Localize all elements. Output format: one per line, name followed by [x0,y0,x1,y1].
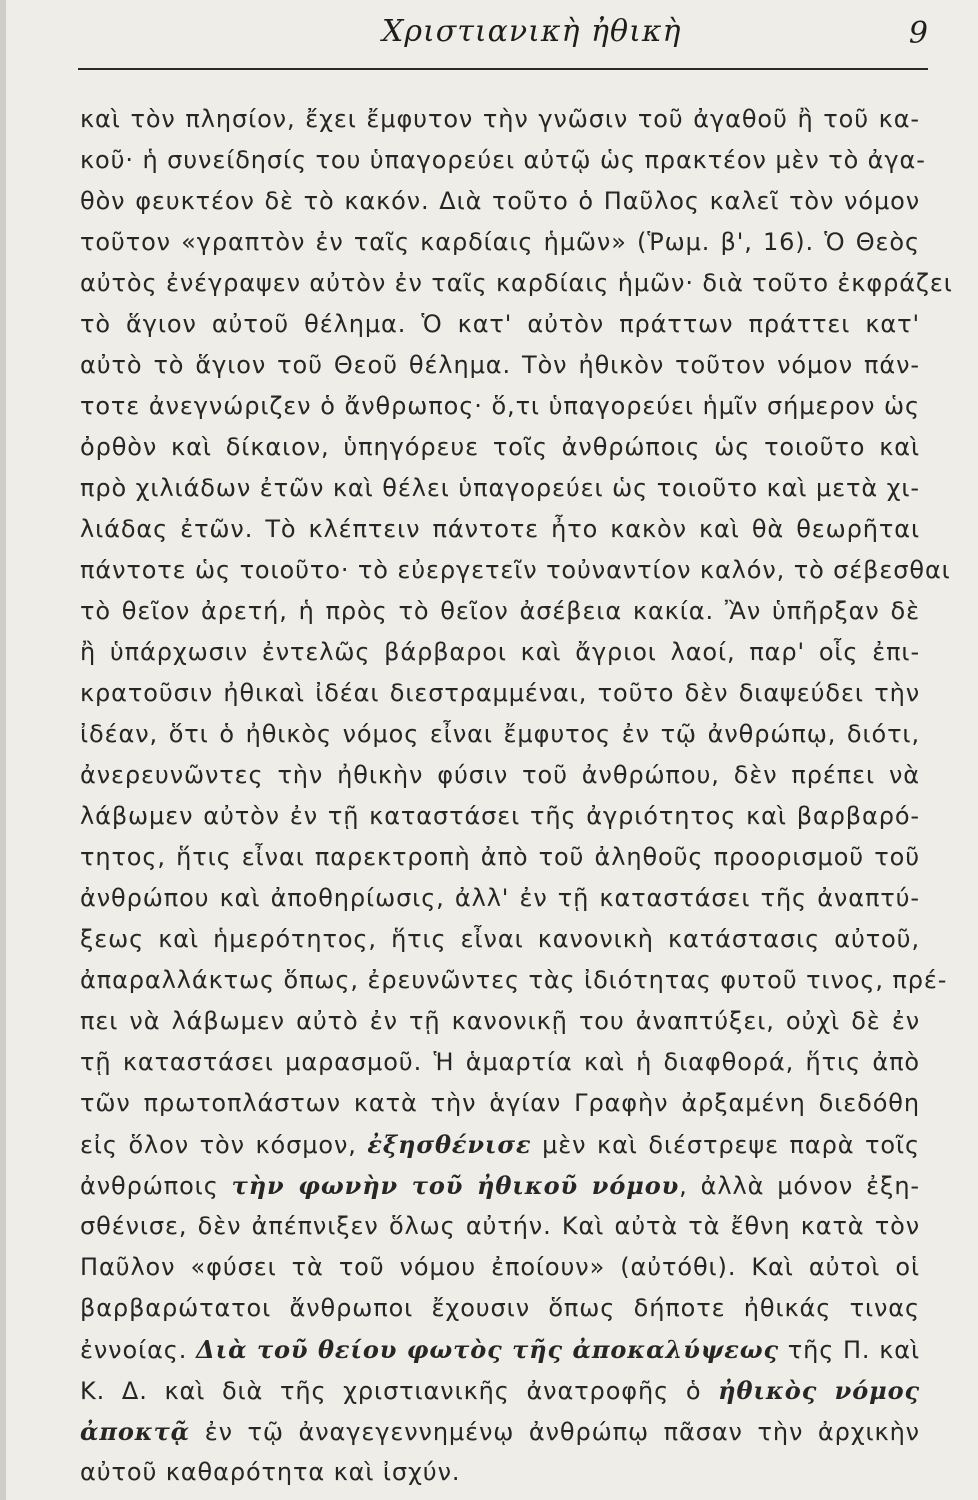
body-text [80,99,953,1493]
text-segment: Κ. Δ. καὶ διὰ τῆς χριστιανικῆς ἀνατροφῆς ὁ [80,1377,719,1405]
text-line: λιάδας ἐτῶν. Τὸ κλέπτειν πάντοτε ἦτο κακὸν καὶ θὰ θεωρῆται [80,515,920,543]
text-line: Παῦλον «φύσει τὰ τοῦ νόμου ἐποίουν» (αὐτόθι). Καὶ αὐτοὶ οἱ [80,1253,920,1281]
text-segment: εἰς ὅλον τὸν κόσμον, [80,1131,368,1159]
text-line: κοῦ· ἡ συνείδησίς του ὑπαγορεύει αὐτῷ ὡς πρακτέον μὲν τὸ ἀγα- [80,146,926,174]
text-line: τῶν πρωτοπλάστων κατὰ τὴν ἁγίαν Γραφὴν ἀρξαμένη διεδόθη [80,1089,920,1117]
text-line: πει νὰ λάβωμεν αὐτὸ ἐν τῇ κανονικῇ του ἀναπτύξει, οὐχὶ δὲ ἐν [80,1007,920,1035]
text-line: ἢ ὑπάρχωσιν ἐντελῶς βάρβαροι καὶ ἄγριοι λαοί, παρ' οἷς ἐπι- [80,638,920,666]
text-line: ξεως καὶ ἡμερότητος, ἥτις εἶναι κανονικὴ κατάστασις αὐτοῦ, [80,925,920,953]
text-line: τοῦτον «γραπτὸν ἐν ταῖς καρδίαις ἡμῶν» (Ῥωμ. β', 16). Ὁ Θεὸς [80,228,920,256]
text-line [80,1124,920,1165]
text-line: σθένισε, δὲν ἀπέπνιξεν ὅλως αὐτήν. Καὶ αὐτὰ τὰ ἔθνη κατὰ τὸν [80,1212,920,1240]
text-line: λάβωμεν αὐτὸν ἐν τῇ καταστάσει τῆς ἀγριότητος καὶ βαρβαρό- [80,802,920,830]
text-segment: ἐν τῷ ἀναγεγεννημένῳ ἀνθρώπῳ πᾶσαν τὴν ἀρχικὴν [190,1418,920,1446]
page-header [78,14,928,70]
text-line: αὐτὸ τὸ ἅγιον τοῦ Θεοῦ θέλημα. Τὸν ἠθικὸν τοῦτον νόμον πάν- [80,351,920,379]
emphasized-text: Διὰ τοῦ θείου φωτὸς τῆς ἀποκαλύψεως [196,1335,780,1364]
text-line: πάντοτε ὡς τοιοῦτο· τὸ εὐεργετεῖν τοὐναντίον καλόν, τὸ σέβεσθαι [80,556,951,584]
text-line: τῇ καταστάσει μαρασμοῦ. Ἡ ἁμαρτία καὶ ἡ διαφθορά, ἥτις ἀπὸ [80,1048,920,1076]
header-rule [78,68,928,70]
text-line [80,1370,920,1411]
text-line: ἀπαραλλάκτως ὅπως, ἐρευνῶντες τὰς ἰδιότητας φυτοῦ τινος, πρέ- [80,966,948,994]
text-line: ἀνθρώπου καὶ ἀποθηρίωσις, ἀλλ' ἐν τῇ καταστάσει τῆς ἀναπτύ- [80,884,920,912]
emphasized-text: τὴν φωνὴν τοῦ ἠθικοῦ νόμου [231,1171,680,1200]
text-line: πρὸ χιλιάδων ἐτῶν καὶ θέλει ὑπαγορεύει ὡς τοιοῦτο καὶ μετὰ χι- [80,474,920,502]
text-line: τητος, ἥτις εἶναι παρεκτροπὴ ἀπὸ τοῦ ἀληθοῦς προορισμοῦ τοῦ [80,843,920,871]
text-segment: ἀνθρώποις [80,1172,232,1200]
emphasized-text: ἀποκτᾷ [80,1417,191,1446]
text-line: αὐτὸς ἐνέγραψεν αὐτὸν ἐν ταῖς καρδίαις ἡμῶν· διὰ τοῦτο ἐκφράζει [80,269,953,297]
text-line: ἀνερευνῶντες τὴν ἠθικὴν φύσιν τοῦ ἀνθρώπου, δὲν πρέπει νὰ [80,761,920,789]
text-line: θὸν φευκτέον δὲ τὸ κακόν. Διὰ τοῦτο ὁ Παῦλος καλεῖ τὸν νόμον [80,187,920,215]
text-line [80,1411,920,1452]
running-title: Χριστιανικὴ ἠθικὴ [382,14,682,49]
page-number: 9 [908,16,928,51]
text-line: τοτε ἀνεγνώριζεν ὁ ἄνθρωπος· ὅ,τι ὑπαγορεύει ἡμῖν σήμερον ὡς [80,392,920,420]
text-line: αὐτοῦ καθαρότητα καὶ ἰσχύν. [80,1458,461,1486]
text-line: τὸ θεῖον ἀρετή, ἡ πρὸς τὸ θεῖον ἀσέβεια κακία. Ἂν ὑπῆρξαν δὲ [80,597,920,625]
text-line: βαρβαρώτατοι ἄνθρωποι ἔχουσιν ὅπως δήποτε ἠθικάς τινας [80,1294,920,1322]
text-line [80,1165,920,1206]
text-segment: μὲν καὶ διέστρεψε παρὰ τοῖς [531,1131,920,1159]
text-segment: τῆς Π. καὶ [779,1336,920,1364]
text-line: ὀρθὸν καὶ δίκαιον, ὑπηγόρευε τοῖς ἀνθρώποις ὡς τοιοῦτο καὶ [80,433,920,461]
text-segment: , ἀλλὰ μόνον ἐξη- [679,1172,920,1200]
text-line: τὸ ἅγιον αὐτοῦ θέλημα. Ὁ κατ' αὐτὸν πράττων πράττει κατ' [80,310,920,338]
emphasized-text: ἐξησθένισε [367,1130,532,1159]
text-line: κρατοῦσιν ἠθικαὶ ἰδέαι διεστραμμέναι, τοῦτο δὲν διαψεύδει τὴν [80,679,920,707]
text-line: καὶ τὸν πλησίον, ἔχει ἔμφυτον τὴν γνῶσιν τοῦ ἀγαθοῦ ἢ τοῦ κα- [80,105,920,133]
text-line [80,1329,920,1370]
text-line: ἰδέαν, ὅτι ὁ ἠθικὸς νόμος εἶναι ἔμφυτος ἐν τῷ ἀνθρώπῳ, διότι, [80,720,920,748]
page-edge [0,0,6,1500]
text-segment: ἐννοίας. [80,1336,197,1364]
emphasized-text: ἠθικὸς νόμος [718,1376,920,1405]
